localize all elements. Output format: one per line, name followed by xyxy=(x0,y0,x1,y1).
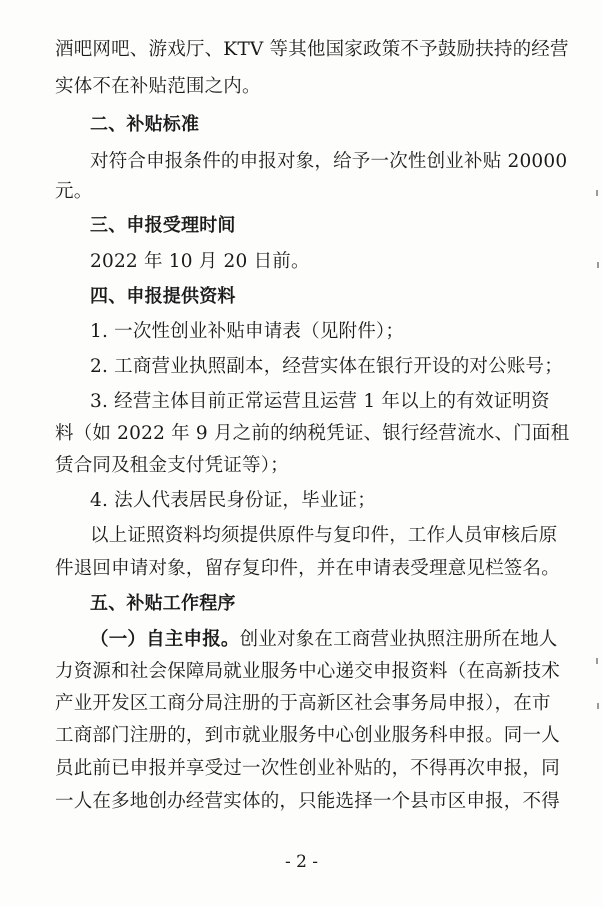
paragraph-line: 2022 年 10 月 20 日前。 xyxy=(90,251,310,272)
list-item: 3. 经营主体目前正常运营且运营 1 年以上的有效证明资 xyxy=(90,391,550,412)
paragraph-line: 工商部门注册的，到市就业服务中心创业服务科申报。同一人 xyxy=(55,725,560,746)
list-item: 4. 法人代表居民身份证，毕业证； xyxy=(90,490,376,511)
paragraph-line: 产业开发区工商分局注册的于高新区社会事务局申报），在市 xyxy=(55,693,551,714)
list-item: 1. 一次性创业补贴申请表（见附件）； xyxy=(90,321,405,342)
paragraph-line: 力资源和社会保障局就业服务中心递交申报资料（在高新技术 xyxy=(55,661,560,682)
section-heading-5: 五、补贴工作程序 xyxy=(90,593,236,614)
subsection-label: （一）自主申报。 xyxy=(90,629,240,650)
scan-speck xyxy=(597,703,599,709)
paragraph-line: 员此前已申报并享受过一次性创业补贴的，不得再次申报，同 xyxy=(55,758,560,779)
scan-speck xyxy=(596,190,598,196)
page-number: - 2 - xyxy=(284,852,319,872)
section-heading-3: 三、申报受理时间 xyxy=(90,215,236,236)
paragraph-line: 件退回申请对象，留存复印件，并在申请表受理意见栏签名。 xyxy=(55,558,560,579)
paragraph-line xyxy=(90,628,558,652)
paragraph-line: 以上证照资料均须提供原件与复印件，工作人员审核后原 xyxy=(90,525,558,546)
paragraph-line: 料（如 2022 年 9 月之前的纳税凭证、银行经营流水、门面租 xyxy=(55,423,570,444)
scan-speck xyxy=(597,262,599,268)
paragraph-line: 实体不在补贴范围之内。 xyxy=(55,76,261,97)
paragraph-line: 元。 xyxy=(55,181,93,202)
list-item: 2. 工商营业执照副本，经营实体在银行开设的对公账号； xyxy=(90,356,563,377)
paragraph-line: 赁合同及租金支付凭证等）； xyxy=(55,455,289,476)
section-heading-2: 二、补贴标准 xyxy=(90,114,200,135)
paragraph-line: 对符合申报条件的申报对象，给予一次性创业补贴 20000 xyxy=(90,151,568,172)
paragraph-text: 创业对象在工商营业执照注册所在地人 xyxy=(239,629,558,650)
scan-speck xyxy=(596,658,598,664)
paragraph-line: 一人在多地创办经营实体的，只能选择一个县市区申报，不得 xyxy=(55,791,560,812)
section-heading-4: 四、申报提供资料 xyxy=(90,286,236,307)
paragraph-line: 酒吧网吧、游戏厅、KTV 等其他国家政策不予鼓励扶持的经营 xyxy=(55,39,569,60)
